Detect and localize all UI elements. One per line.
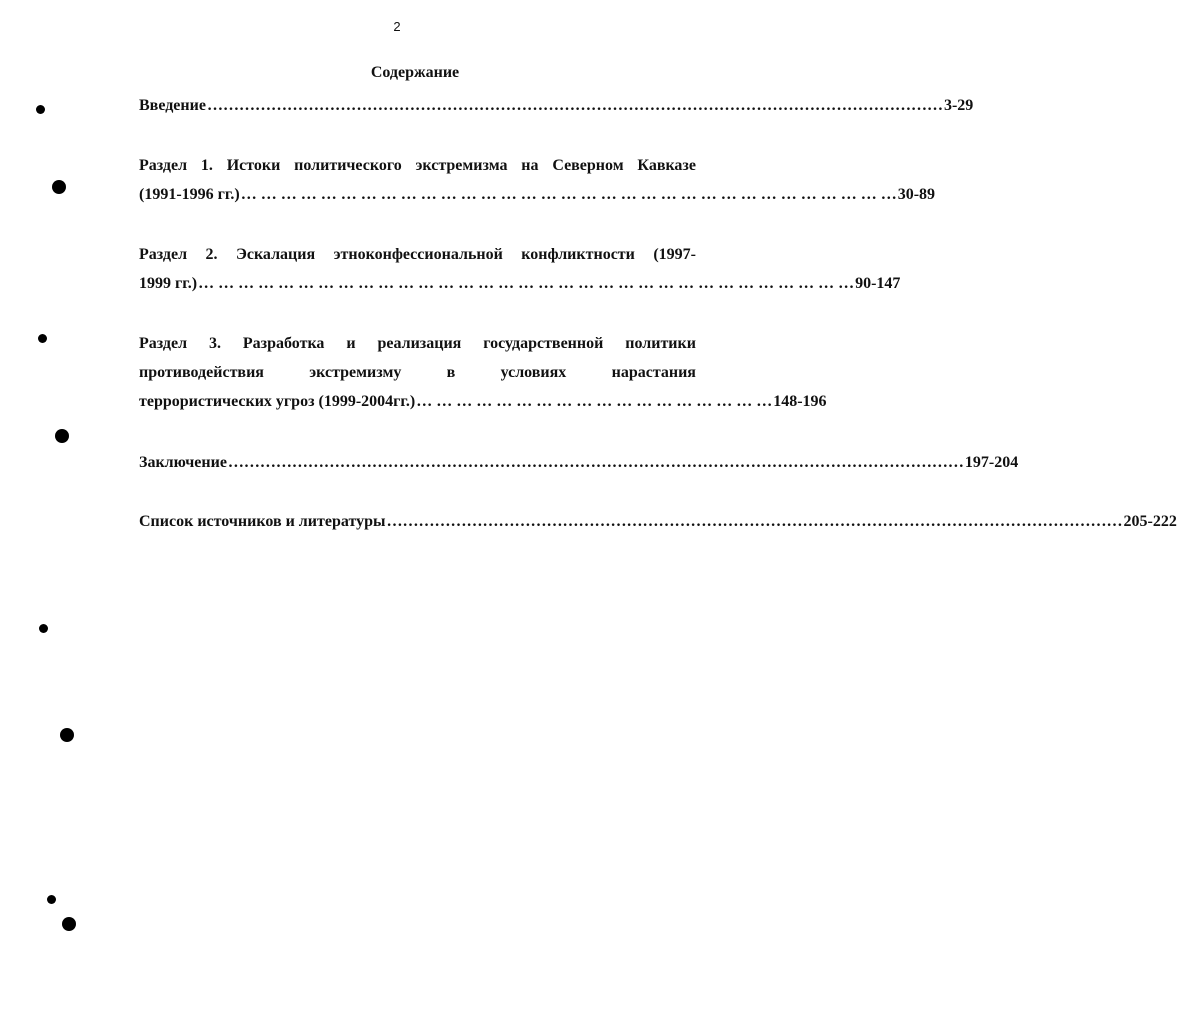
toc-entry-title-line — [139, 358, 696, 387]
dot-leader: ………………………………………………………………………………………………………………………… — [386, 513, 1123, 530]
dot-leader: ………………………………………………………………………………………………………………………… — [206, 97, 943, 114]
word: конфликтности — [521, 246, 635, 263]
scan-speck — [38, 334, 47, 343]
toc-entry-introduction — [139, 91, 974, 120]
toc-entry-title: Заключение — [139, 454, 227, 471]
toc-entry-section-2 — [139, 240, 901, 298]
toc-entry-years: 1999 гг.) — [139, 275, 198, 292]
scan-speck — [36, 105, 45, 114]
dot-leader: … … … … … … … … … … … … … … … … … … … … … … … … … … … … … … … … … — [198, 275, 855, 292]
word: (1997- — [653, 246, 696, 263]
binder-hole — [60, 728, 74, 742]
toc-entry-years: (1991-1996 гг.) — [139, 186, 240, 203]
word: в — [446, 364, 456, 381]
word: политики — [625, 335, 696, 352]
word: этноконфессиональной — [333, 246, 503, 263]
word: и — [346, 335, 356, 352]
binder-hole — [55, 429, 69, 443]
word: Раздел — [139, 157, 188, 174]
word: государственной — [483, 335, 604, 352]
word: Эскалация — [236, 246, 316, 263]
word: Северном — [552, 157, 624, 174]
word: 1. — [200, 157, 213, 174]
word: Раздел — [139, 246, 188, 263]
toc-entry-title-line — [139, 329, 696, 358]
word: Кавказе — [637, 157, 696, 174]
toc-page-range: 90-147 — [855, 275, 901, 292]
toc-entry-section-1 — [139, 151, 936, 209]
word: на — [521, 157, 539, 174]
toc-page-range: 148-196 — [773, 393, 827, 410]
word: экстремизму — [309, 364, 402, 381]
toc-entry-title: Введение — [139, 97, 206, 114]
word: условиях — [500, 364, 567, 381]
word: 3. — [209, 335, 221, 352]
toc-entry-section-3 — [139, 329, 827, 416]
word: экстремизма — [415, 157, 508, 174]
scan-speck — [39, 624, 48, 633]
scan-speck — [47, 895, 56, 904]
word: реализация — [377, 335, 462, 352]
word: противодействия — [139, 364, 264, 381]
toc-entry-conclusion — [139, 448, 1019, 477]
toc-page-range: 205-222 — [1123, 513, 1177, 530]
toc-entry-title: Список источников и литературы — [139, 513, 386, 530]
word: нарастания — [611, 364, 696, 381]
toc-entry-title-line — [139, 240, 696, 269]
toc-entry-title-line — [139, 151, 696, 180]
word: Разработка — [242, 335, 325, 352]
dot-leader: … … … … … … … … … … … … … … … … … … … … … … … … … … … … … … … … … — [240, 186, 897, 203]
word: политического — [294, 157, 402, 174]
toc-page-range: 30-89 — [897, 186, 936, 203]
toc-entry-bibliography — [139, 507, 1177, 536]
toc-page-range: 3-29 — [943, 97, 974, 114]
toc-entry-title-tail: террористических угроз (1999-2004гг.) — [139, 393, 416, 410]
binder-hole — [62, 917, 76, 931]
page-number: 2 — [393, 19, 401, 34]
binder-hole — [52, 180, 66, 194]
dot-leader: … … … … … … … … … … … … … … … … … … — [416, 393, 773, 410]
dot-leader: ………………………………………………………………………………………………………………………… — [227, 454, 964, 471]
word: Истоки — [226, 157, 281, 174]
page-title: Содержание — [370, 64, 460, 81]
word: 2. — [205, 246, 218, 263]
toc-page-range: 197-204 — [964, 454, 1019, 471]
word: Раздел — [139, 335, 188, 352]
